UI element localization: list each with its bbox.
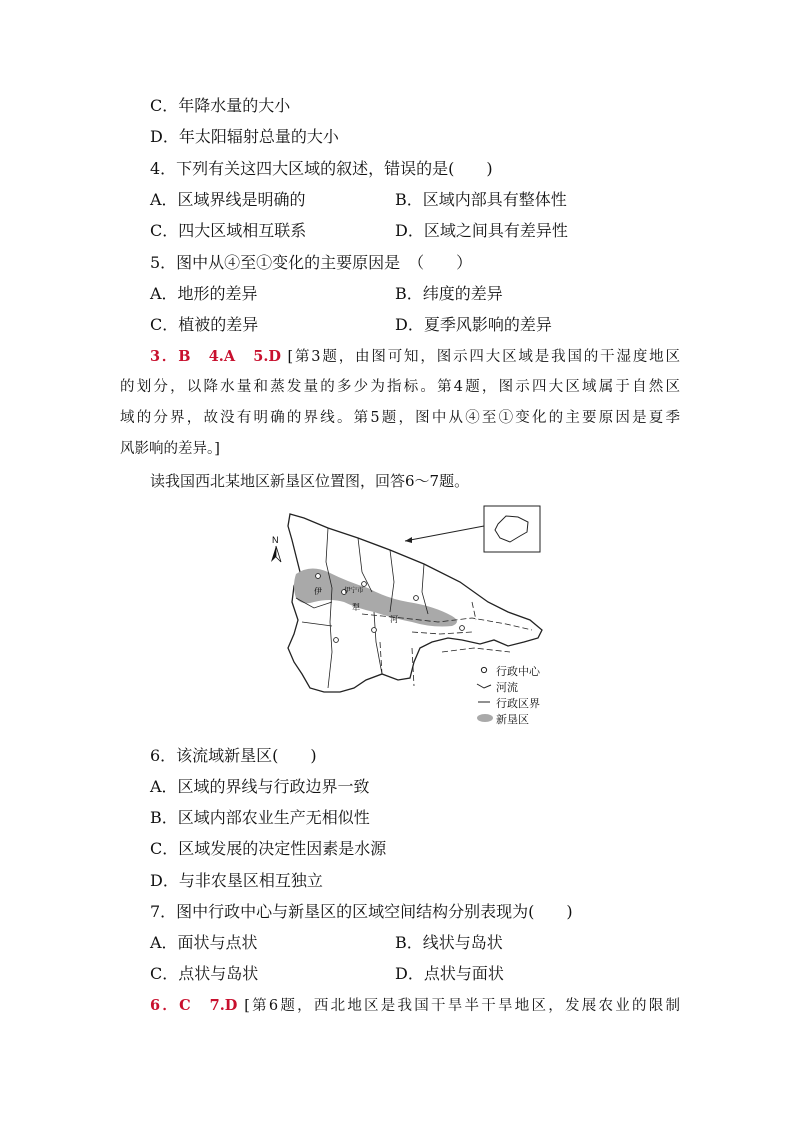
q4-option-b: B．区域内部具有整体性 [395,190,567,209]
q6-option-d: D．与非农垦区相互独立 [150,871,323,890]
intro-6-7: 读我国西北某地区新垦区位置图，回答6～7题。 [150,472,470,490]
q4-option-c: C．四大区域相互联系 [150,221,307,240]
north-arrow-icon [271,546,281,562]
legend-admin-boundary-label: 行政区界 [496,697,540,710]
admin-center-point [460,626,465,631]
q5-option-c: C．植被的差异 [150,315,259,334]
admin-center-point [414,596,419,601]
q7-option-c: C．点状与岛状 [150,964,259,983]
q5-stem: 5．图中从④至①变化的主要原因是 （ ） [150,253,473,272]
answer-3-5-line2: 的划分，以降水量和蒸发量的多少为指标。第4题，图示四大区域属于自然区 [120,379,680,395]
q6-option-b: B．区域内部农业生产无相似性 [150,808,370,827]
q4-stem: 4．下列有关这四大区域的叙述，错误的是( ) [150,159,493,178]
north-label: N [272,535,279,545]
answer-3-5-text1: [第3题，由图可知，图示四大区域是我国的干湿度地区 [287,349,680,365]
legend-admin-center [476,664,540,680]
q7-stem: 7．图中行政中心与新垦区的区域空间结构分别表现为( ) [150,902,573,921]
label-yi: 伊 [314,587,322,596]
answer-3-5-key: 3．B 4.A 5.D [150,348,281,365]
q2-option-d: D．年太阳辐射总量的大小 [150,127,339,146]
answer-6-7-text1: [第6题，西北地区是我国干旱半干旱地区，发展农业的限制 [244,998,681,1014]
legend-river [476,680,540,696]
answer-6-7-line1 [150,990,680,1022]
q7-options-row1 [150,933,710,953]
label-yining-city: 伊宁市 [344,586,364,594]
admin-boundary-icon [476,696,492,712]
q5-option-b: B．纬度的差异 [395,284,503,303]
answer-3-5-line1 [150,341,680,373]
q4-option-d: D．区域之间具有差异性 [395,221,568,240]
q4-options-row2 [150,221,710,241]
q5-options-row2 [150,315,710,335]
q4-options-row1 [150,190,710,210]
q6-option-c: C．区域发展的决定性因素是水源 [150,839,387,858]
answer-6-7-key: 6．C 7.D [150,997,238,1014]
map-legend [476,664,540,728]
q5-option-d: D．夏季风影响的差异 [395,315,552,334]
admin-center-point [334,638,339,643]
q6-option-a: A．区域的界线与行政边界一致 [150,777,370,796]
q7-option-a: A．面状与点状 [150,933,258,952]
q5-option-a: A．地形的差异 [150,284,258,303]
legend-reclaim-area-label: 新垦区 [496,713,529,726]
answer-3-5-line4: 风影响的差异。] [120,441,220,457]
q5-options-row1 [150,284,710,304]
river-icon [476,680,492,696]
label-li: 犁 [352,603,360,612]
label-he: 河 [390,615,398,624]
reclaim-area-swatch-icon [476,712,492,728]
legend-admin-boundary [476,696,540,712]
admin-center-point [372,628,377,633]
legend-admin-center-label: 行政中心 [496,665,540,678]
q6-stem: 6．该流域新垦区( ) [150,746,317,765]
q7-option-b: B．线状与岛状 [395,933,503,952]
admin-center-point [316,574,321,579]
legend-reclaim-area [476,712,540,728]
answer-3-5-line3: 域的分界，故没有明确的界线。第5题，图中从④至①变化的主要原因是夏季 [120,410,680,426]
legend-river-label: 河流 [496,681,518,694]
q7-option-d: D．点状与面状 [395,964,504,983]
q4-option-a: A．区域界线是明确的 [150,190,306,209]
q7-options-row2 [150,964,710,984]
admin-center-icon [476,664,492,680]
inset-pointer-arrow [405,526,484,541]
q2-option-c: C．年降水量的大小 [150,96,291,115]
